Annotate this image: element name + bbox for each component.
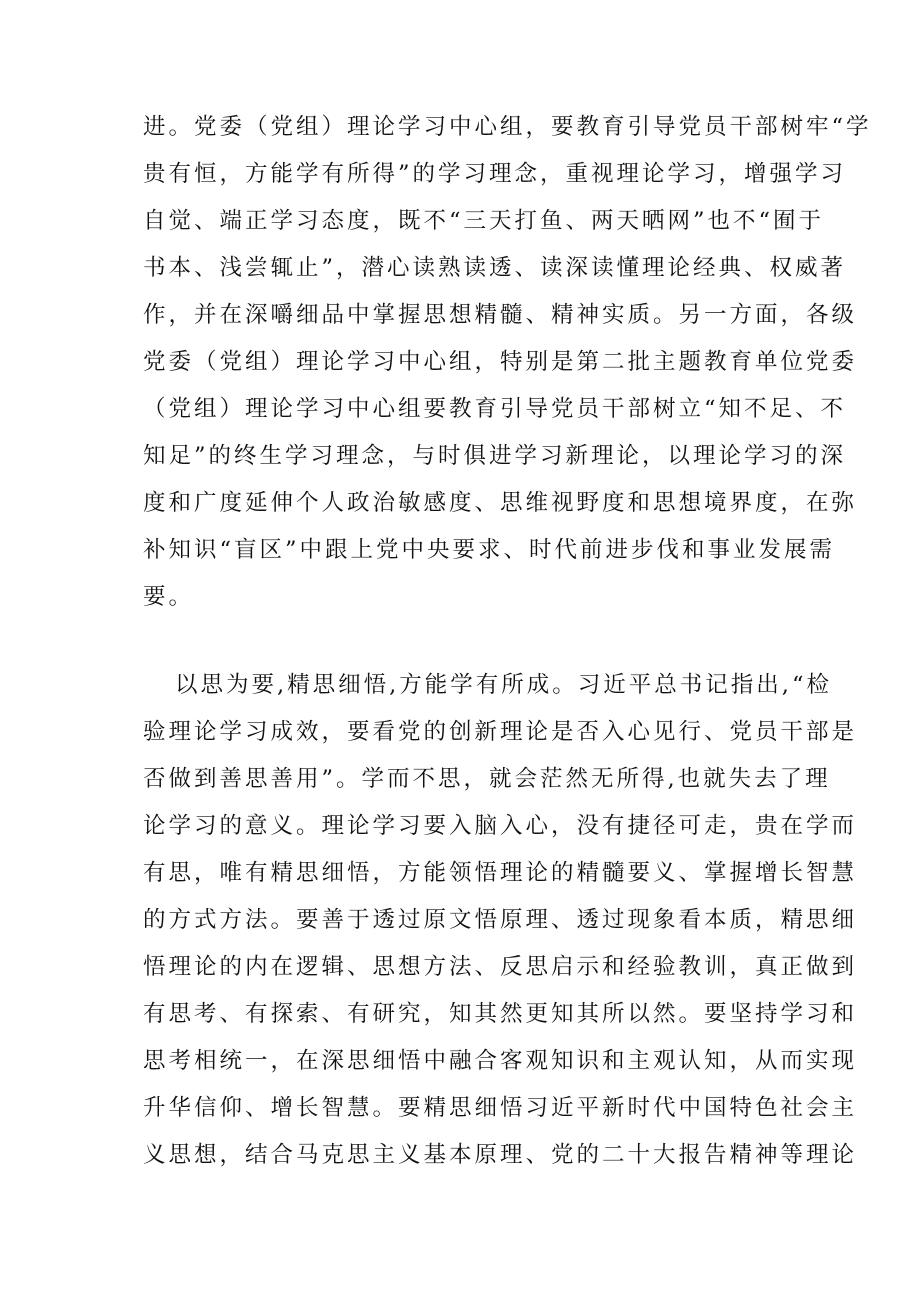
text-line: 悟理论的内在逻辑、思想方法、反思启示和经验教训，真正做到: [143, 954, 858, 980]
text-line: 书本、浅尝辄止”，潜心读熟读透、读深读懂理论经典、权威著: [143, 255, 847, 281]
text-line: 党委（党组）理论学习中心组，特别是第二批主题教育单位党委: [143, 349, 858, 375]
text-line: 自觉、端正学习态度，既不“三天打鱼、两天晒网”也不“囿于: [143, 208, 825, 234]
text-line: 补知识“盲区”中跟上党中央要求、时代前进步伐和事业发展需: [143, 537, 836, 563]
text-line: 进。党委（党组）理论学习中心组，要教育引导党员干部树牢“学: [143, 114, 872, 140]
text-line: 有思，唯有精思细悟，方能领悟理论的精髓要义、掌握增长智慧: [143, 860, 858, 886]
text-line: 否做到善思善用”。学而不思，就会茫然无所得,也就失去了理: [143, 766, 831, 792]
text-line: 有思考、有探索、有研究，知其然更知其所以然。要坚持学习和: [143, 1001, 858, 1027]
text-line: 升华信仰、增长智慧。要精思细悟习近平新时代中国特色社会主: [143, 1095, 858, 1121]
text-line: 贵有恒，方能学有所得”的学习理念，重视理论学习，增强学习: [143, 161, 847, 187]
text-line: 知足”的终生学习理念，与时俱进学习新理论，以理论学习的深: [143, 443, 847, 469]
text-line: 度和广度延伸个人政治敏感度、思维视野度和思想境界度，在弥: [143, 490, 858, 516]
text-line: 验理论学习成效，要看党的创新理论是否入心见行、党员干部是: [143, 719, 858, 745]
text-line: 义思想，结合马克思主义基本原理、党的二十大报告精神等理论: [143, 1142, 858, 1168]
text-line: 论学习的意义。理论学习要入脑入心，没有捷径可走，贵在学而: [143, 813, 858, 839]
text-line: （党组）理论学习中心组要教育引导党员干部树立“知不足、不: [143, 396, 847, 422]
text-line: 要。: [143, 584, 195, 610]
text-line: 思考相统一，在深思细悟中融合客观知识和主观认知，从而实现: [143, 1048, 858, 1074]
text-line: 以思为要,精思细悟,方能学有所成。习近平总书记指出,“检: [175, 672, 832, 698]
text-line: 的方式方法。要善于透过原文悟原理、透过现象看本质，精思细: [143, 907, 858, 933]
text-line: 作，并在深嚼细品中掌握思想精髓、精神实质。另一方面，各级: [143, 302, 858, 328]
